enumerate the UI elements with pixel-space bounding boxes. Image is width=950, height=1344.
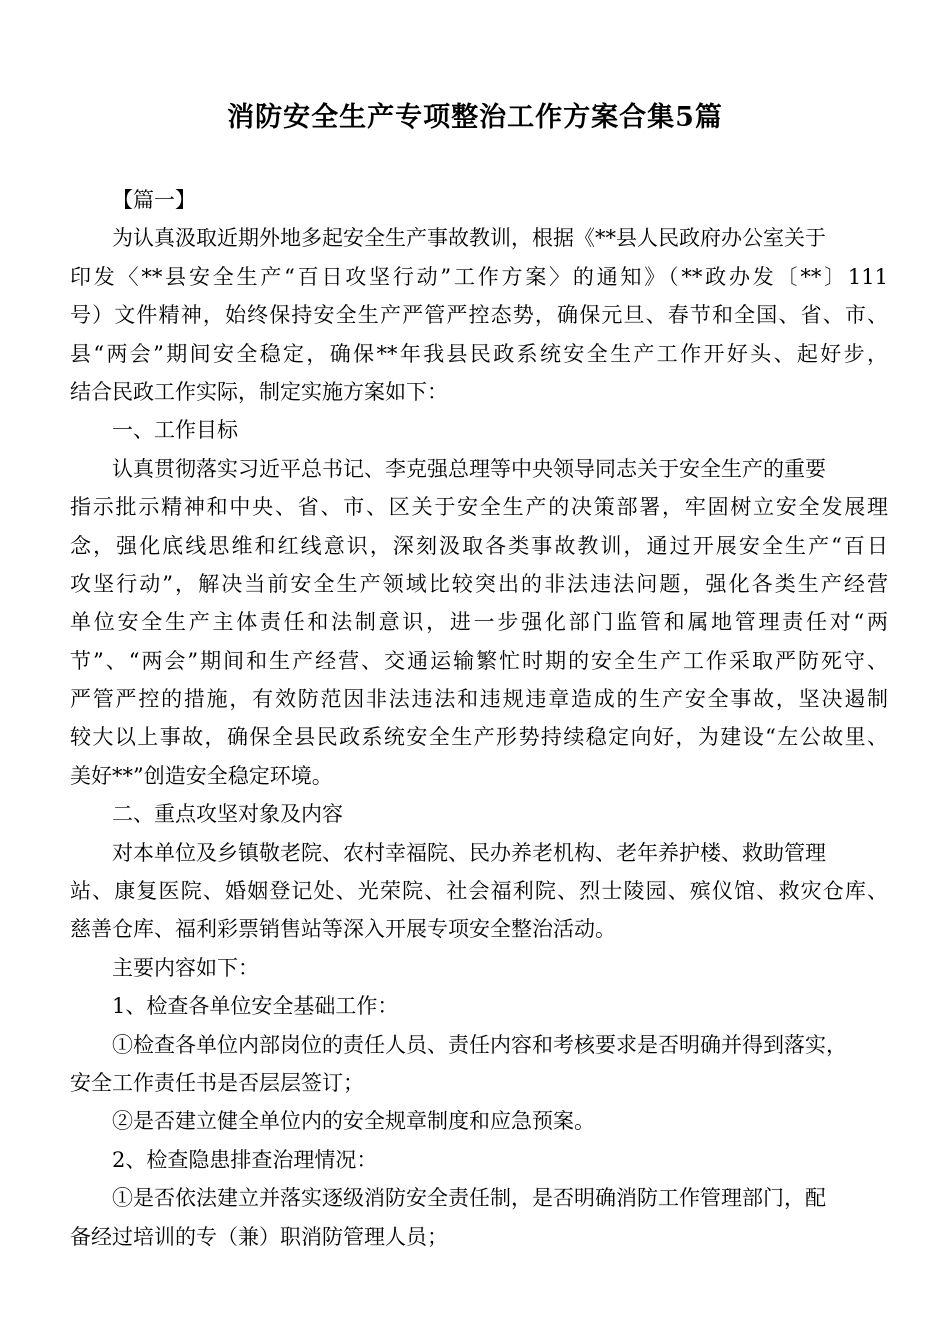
paragraph-line: 较大以上事故，确保全县民政系统安全生产形势持续稳定向好，为建设“左公故里、: [70, 725, 888, 750]
paragraph-line: 结合民政工作实际，制定实施方案如下：: [70, 379, 448, 404]
paragraph-line: 号）文件精神，始终保持安全生产严管严控态势，确保元旦、春节和全国、省、市、: [70, 303, 888, 328]
paragraph-line: 念，强化底线思维和红线意识，深刻汲取各类事故教训，通过开展安全生产“百日: [70, 533, 888, 558]
document-title: 消防安全生产专项整治工作方案合集5篇: [227, 102, 723, 133]
section-heading: 一、工作目标: [112, 418, 238, 443]
document-body: [70, 181, 888, 1256]
paragraph-line: 指示批示精神和中央、省、市、区关于安全生产的决策部署，牢固树立安全发展理: [70, 495, 888, 520]
list-item-line: ②是否建立健全单位内的安全规章制度和应急预案。: [112, 1109, 595, 1134]
paragraph-line: 严管严控的措施，有效防范因非法违法和违规违章造成的生产安全事故，坚决遏制: [70, 687, 888, 712]
paragraph-line: 美好**”创造安全稳定环境。: [70, 763, 333, 788]
section-heading: 【篇一】: [112, 188, 196, 212]
list-heading: 2、检查隐患排查治理情况：: [112, 1147, 378, 1172]
list-item-line: 备经过培训的专（兼）职消防管理人员；: [70, 1224, 448, 1249]
paragraph-line: 攻坚行动”，解决当前安全生产领域比较突出的非法违法问题，强化各类生产经营: [70, 571, 888, 596]
paragraph-line: 县“两会”期间安全稳定，确保**年我县民政系统安全生产工作开好头、起好步，: [70, 341, 888, 366]
paragraph-line: 站、康复医院、婚姻登记处、光荣院、社会福利院、烈士陵园、殡仪馆、救灾仓库、: [70, 879, 888, 904]
list-item-line: 安全工作责任书是否层层签订；: [70, 1070, 364, 1095]
paragraph-line: 主要内容如下：: [112, 955, 259, 980]
paragraph-line: 节”、“两会”期间和生产经营、交通运输繁忙时期的安全生产工作采取严防死守、: [70, 648, 888, 673]
list-heading: 1、检查各单位安全基础工作：: [112, 994, 399, 1019]
section-heading: 二、重点攻坚对象及内容: [112, 802, 343, 827]
list-item-line: ①是否依法建立并落实逐级消防安全责任制，是否明确消防工作管理部门，配: [112, 1186, 826, 1211]
paragraph-line: 印发〈**县安全生产“百日攻坚行动”工作方案〉的通知》（**政办发〔**〕111: [70, 264, 888, 289]
paragraph-line: 对本单位及乡镇敬老院、农村幸福院、民办养老机构、老年养护楼、救助管理: [112, 840, 826, 865]
list-item-line: ①检查各单位内部岗位的责任人员、责任内容和考核要求是否明确并得到落实，: [112, 1032, 847, 1057]
paragraph-line: 慈善仓库、福利彩票销售站等深入开展专项安全整治活动。: [70, 917, 616, 942]
paragraph-line: 认真贯彻落实习近平总书记、李克强总理等中央领导同志关于安全生产的重要: [112, 456, 826, 481]
paragraph-line: 为认真汲取近期外地多起安全生产事故教训，根据《**县人民政府办公室关于: [112, 226, 826, 251]
paragraph-line: 单位安全生产主体责任和法制意识，进一步强化部门监管和属地管理责任对“两: [70, 610, 888, 635]
